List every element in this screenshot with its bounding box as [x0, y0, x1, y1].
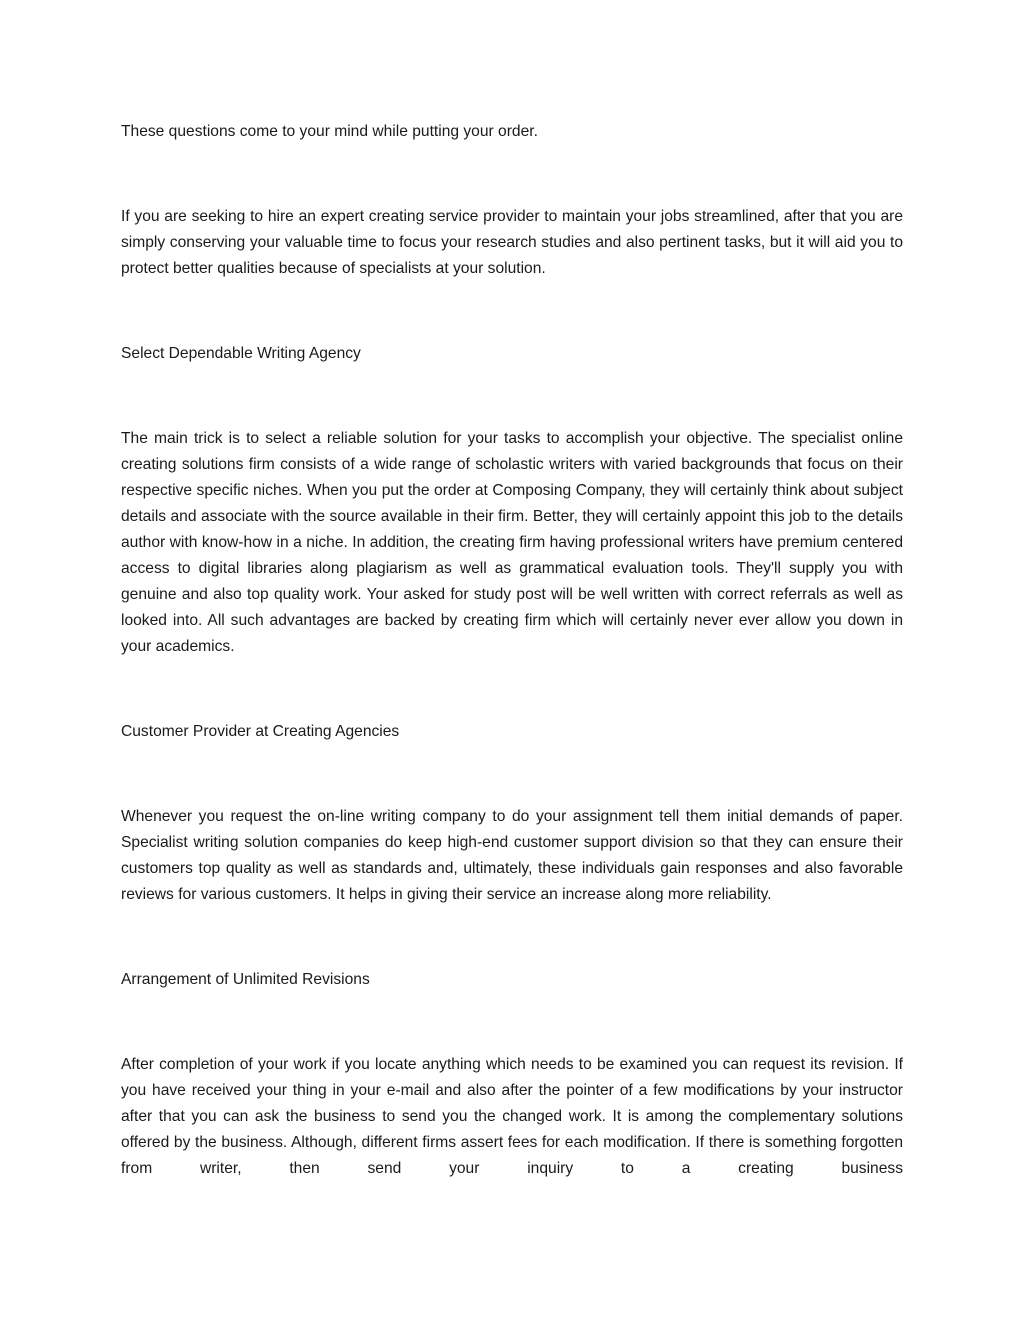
- section-heading-dependable-agency: Select Dependable Writing Agency: [121, 345, 361, 362]
- paragraph-gap: [121, 282, 903, 341]
- main-trick-paragraph: The main trick is to select a reliable solution for your tasks to accomplish your objective. The specialist online creating solutions firm consists of a wide range of scholastic writers with varied backgrounds that focus on their respective specific niches. When you put the order at Composing Company, they will certainly think about subject details and associate with the source available in their firm. Better, they will certainly appoint this job to the details author with know-how in a niche. In addition, the creating firm having professional writers have premium centered access to digital libraries along plagiarism as well as grammatical evaluation tools. They'll supply you with genuine and also top quality work. Your asked for study post will be well written with correct referrals as well as looked into. All such advantages are backed by creating firm which will certainly never ever allow you down in your academics.: [121, 430, 903, 655]
- intro-paragraph: These questions come to your mind while putting your order.: [121, 123, 538, 140]
- paragraph-gap: [121, 367, 903, 426]
- hire-expert-paragraph: If you are seeking to hire an expert creating service provider to maintain your jobs streamlined, after that you are simply conserving your valuable time to focus your research studies and also pertinent tasks, but it will aid you to protect better qualities because of specialists at your solution.: [121, 208, 903, 277]
- paragraph-gap: [121, 745, 903, 804]
- paragraph-gap: [121, 660, 903, 719]
- paragraph-gap: [121, 993, 903, 1052]
- paragraph-gap: [121, 145, 903, 204]
- customer-support-paragraph: Whenever you request the on-line writing company to do your assignment tell them initial demands of paper. Specialist writing solution companies do keep high-end customer support division so that they can ensure their customers top quality as well as standards and, ultimately, these individuals gain responses and also favorable reviews for various customers. It helps in giving their service an increase along more reliability.: [121, 808, 903, 903]
- section-heading-unlimited-revisions: Arrangement of Unlimited Revisions: [121, 971, 370, 988]
- paragraph-gap: [121, 908, 903, 967]
- revisions-paragraph: After completion of your work if you locate anything which needs to be examined you can request its revision. If you have received your thing in your e-mail and also after the pointer of a few modifications by your instructor after that you can ask the business to send you the changed work. It is among the complementary solutions offered by the business. Although, different firms assert fees for each modification. If there is something forgotten from writer, then send your inquiry to a creating business: [121, 1056, 903, 1177]
- document-body: [121, 119, 903, 1182]
- section-heading-customer-provider: Customer Provider at Creating Agencies: [121, 723, 400, 740]
